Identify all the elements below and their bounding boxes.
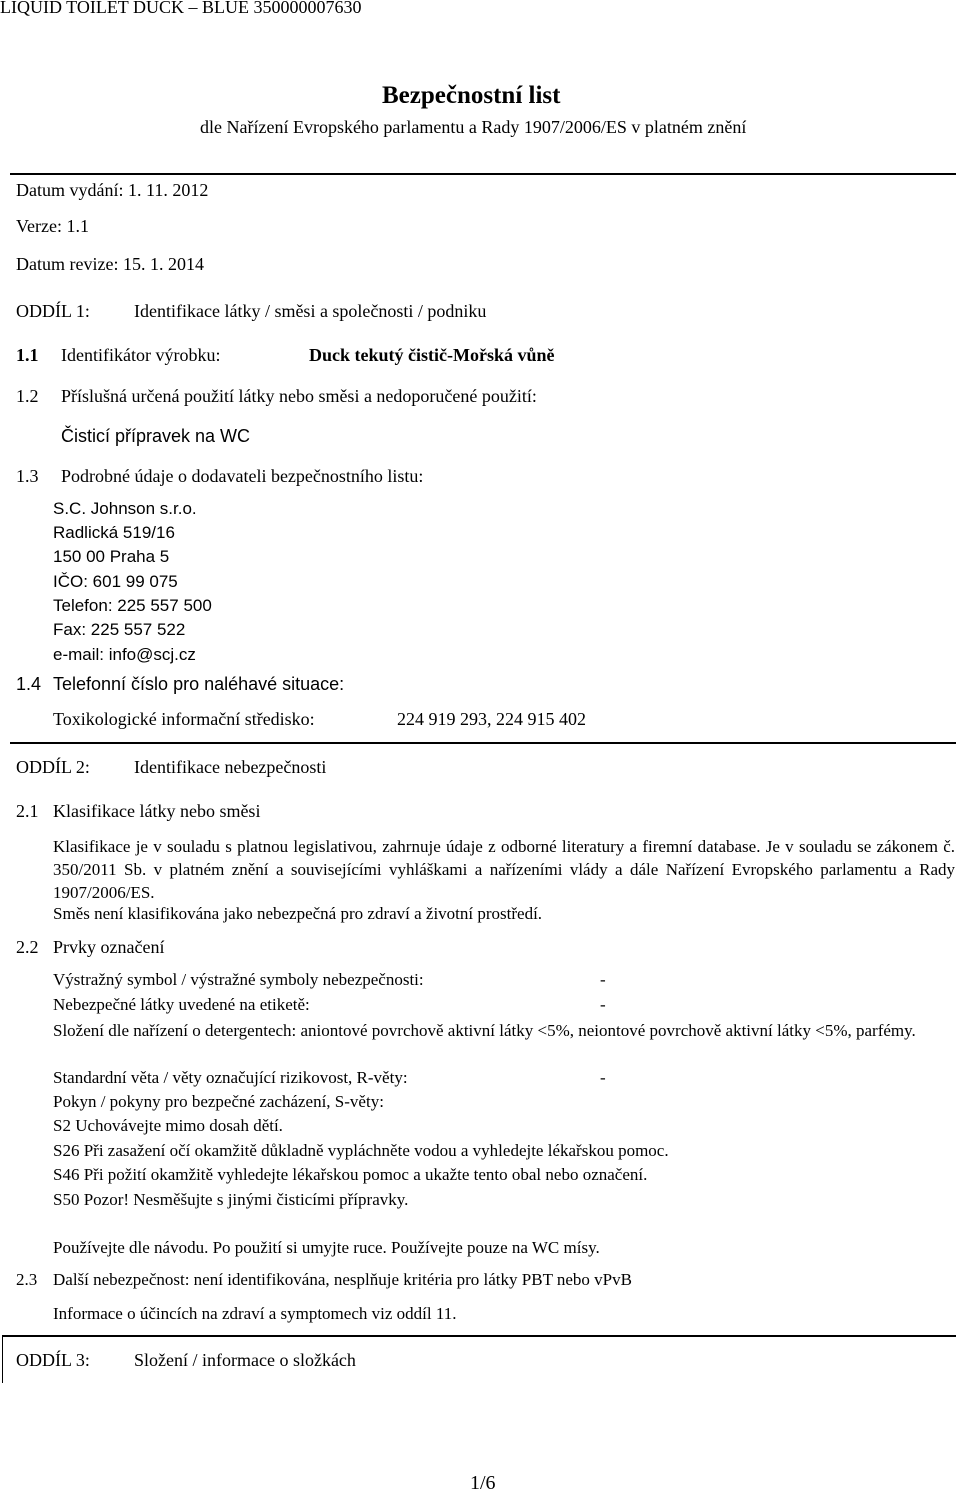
s2-2-label: Prvky označení (53, 937, 165, 957)
divider-section3 (2, 1335, 956, 1337)
supplier-street: Radlická 519/16 (53, 523, 175, 542)
section2-label: ODDÍL 2: (16, 757, 90, 777)
health-effects-ref: Informace o účincích na zdraví a symptomech viz oddíl 11. (53, 1304, 457, 1323)
s1-1-label: Identifikátor výrobku: (61, 345, 221, 365)
s1-2-label: Příslušná určená použití látky nebo směsi a nedoporučené použití: (61, 386, 537, 406)
page-number: 1/6 (470, 1472, 496, 1494)
s-phrase: S46 Při požití okamžitě vyhledejte lékařskou pomoc a ukažte tento obal nebo označení. (53, 1165, 648, 1184)
s-phrase: S2 Uchovávejte mimo dosah dětí. (53, 1116, 283, 1135)
document-title: Bezpečnostní list (382, 82, 561, 109)
s1-4-label: Telefonní číslo pro naléhavé situace: (53, 674, 345, 694)
s1-2-num: 1.2 (16, 386, 39, 406)
s-phrases-label: Pokyn / pokyny pro bezpečné zacházení, S-věty: (53, 1092, 384, 1111)
section3-title: Složení / informace o složkách (134, 1350, 356, 1370)
product-name: Duck tekutý čistič-Mořská vůně (309, 345, 555, 365)
tox-center-label: Toxikologické informační středisko: (53, 709, 315, 729)
s1-3-label: Podrobné údaje o dodavateli bezpečnostního listu: (61, 466, 424, 486)
s2-1-label: Klasifikace látky nebo směsi (53, 801, 261, 821)
r-phrases-label: Standardní věta / věty označující rizikovost, R-věty: (53, 1068, 408, 1087)
classification-text: Klasifikace je v souladu s platnou legislativou, zahrnuje údaje z odborné literatury a firemní database. Je v souladu se zákonem č. 350/2011 Sb. v platném znění a souvisejícími vyhláškami a nařízeními vlády a dále Nařízení Evropského parlamentu a Rady 1907/2006/ES. (53, 837, 955, 902)
divider-section2 (10, 742, 956, 744)
running-header: LIQUID TOILET DUCK – BLUE 350000007630 (0, 0, 362, 17)
label-substances-label: Nebezpečné látky uvedené na etiketě: (53, 995, 310, 1014)
section2-title: Identifikace nebezpečnosti (134, 757, 327, 777)
s1-1-num: 1.1 (16, 345, 39, 365)
s2-2-num: 2.2 (16, 937, 39, 957)
revision-date: Datum revize: 15. 1. 2014 (16, 254, 204, 274)
intended-use: Čisticí přípravek na WC (61, 426, 251, 446)
usage-instructions: Používejte dle návodu. Po použití si umyjte ruce. Používejte pouze na WC mísy. (53, 1238, 600, 1257)
section3-label: ODDÍL 3: (16, 1350, 90, 1370)
issue-date: Datum vydání: 1. 11. 2012 (16, 180, 209, 200)
version: Verze: 1.1 (16, 216, 89, 236)
s2-1-num: 2.1 (16, 801, 39, 821)
supplier-ico: IČO: 601 99 075 (53, 572, 178, 591)
section1-title: Identifikace látky / směsi a společnosti / podniku (134, 301, 487, 321)
supplier-fax: Fax: 225 557 522 (53, 620, 186, 639)
classification-note: Směs není klasifikována jako nebezpečná pro zdraví a životní prostředí. (53, 904, 543, 923)
label-substances-value: - (600, 995, 606, 1014)
supplier-email: e-mail: info@scj.cz (53, 645, 196, 664)
s1-3-num: 1.3 (16, 466, 39, 486)
emergency-numbers: 224 919 293, 224 915 402 (397, 709, 586, 729)
s-phrase: S50 Pozor! Nesměšujte s jinými čisticími přípravky. (53, 1190, 409, 1209)
s-phrase: S26 Při zasažení očí okamžitě důkladně vypláchněte vodou a vyhledejte lékařskou pomoc. (53, 1141, 669, 1160)
section3-box-edge (2, 1335, 3, 1383)
hazard-symbol-value: - (600, 970, 606, 989)
section1-label: ODDÍL 1: (16, 301, 90, 321)
other-hazards: Další nebezpečnost: není identifikována, nesplňuje kritéria pro látky PBT nebo vPvB (53, 1270, 632, 1289)
s1-4-num: 1.4 (16, 674, 42, 694)
r-phrases-value: - (600, 1068, 606, 1087)
s2-3-num: 2.3 (16, 1270, 38, 1289)
detergent-composition: Složení dle nařízení o detergentech: aniontové povrchově aktivní látky <5%, neiontové povrchově aktivní látky <5%, parfémy. (53, 1021, 916, 1040)
document-subtitle: dle Nařízení Evropského parlamentu a Rady 1907/2006/ES v platném znění (200, 117, 747, 137)
supplier-name: S.C. Johnson s.r.o. (53, 499, 197, 518)
divider-top (10, 173, 956, 175)
hazard-symbol-label: Výstražný symbol / výstražné symboly nebezpečnosti: (53, 970, 424, 989)
supplier-city: 150 00 Praha 5 (53, 547, 170, 566)
supplier-phone: Telefon: 225 557 500 (53, 596, 212, 615)
